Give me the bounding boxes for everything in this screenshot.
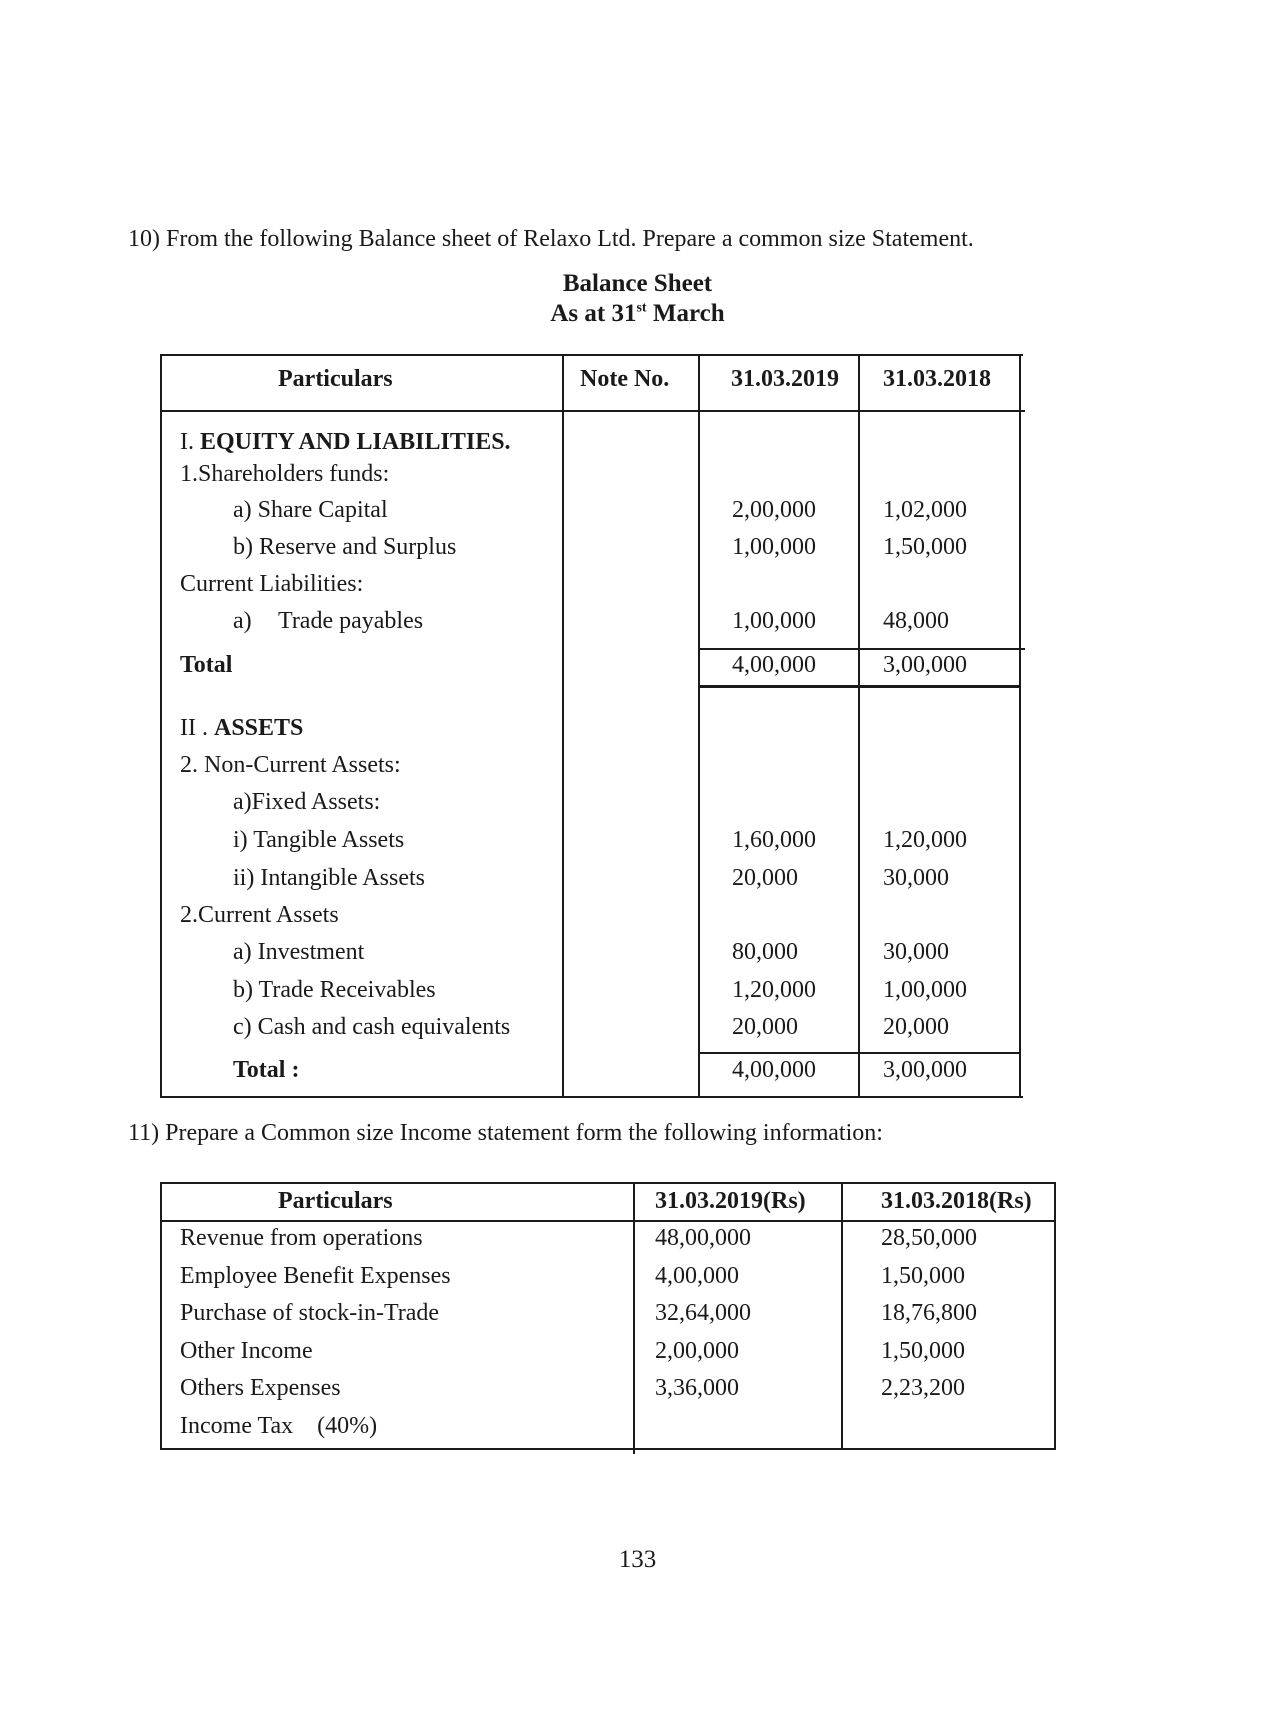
- cash-2019: 20,000: [732, 1014, 798, 1040]
- tangible-2018: 1,20,000: [883, 827, 967, 853]
- equity-heading: I. EQUITY AND LIABILITIES.: [180, 429, 511, 455]
- trade-payables-2018: 48,000: [883, 608, 949, 634]
- share-capital-label: a) Share Capital: [233, 497, 388, 523]
- receivables-2018: 1,00,000: [883, 977, 967, 1003]
- balance-sheet-title: Balance Sheet: [562, 270, 713, 297]
- receivables-label: b) Trade Receivables: [233, 977, 436, 1003]
- question-10: 10) From the following Balance sheet of Relaxo Ltd. Prepare a common size Statement.: [128, 226, 974, 252]
- header-particulars: Particulars: [278, 366, 393, 392]
- assets-total-2019: 4,00,000: [732, 1057, 816, 1083]
- table-row-label: Others Expenses: [180, 1375, 341, 1401]
- intangible-label: ii) Intangible Assets: [233, 865, 425, 891]
- header-note-no: Note No.: [580, 366, 670, 392]
- table-row-label: Employee Benefit Expenses: [180, 1263, 451, 1289]
- table-row-2019: 4,00,000: [655, 1263, 739, 1289]
- investment-2019: 80,000: [732, 939, 798, 965]
- reserve-label: b) Reserve and Surplus: [233, 534, 457, 560]
- table-row-2018: 2,23,200: [881, 1375, 965, 1401]
- header-2019: 31.03.2019: [731, 366, 839, 392]
- fixed-assets: a)Fixed Assets:: [233, 789, 381, 815]
- table-row-2019: 48,00,000: [655, 1225, 751, 1251]
- trade-payables-2019: 1,00,000: [732, 608, 816, 634]
- share-capital-2019: 2,00,000: [732, 497, 816, 523]
- investment-label: a) Investment: [233, 939, 365, 965]
- equity-total-2018: 3,00,000: [883, 652, 967, 678]
- table-row-2019: 3,36,000: [655, 1375, 739, 1401]
- equity-total-2019: 4,00,000: [732, 652, 816, 678]
- header-2018: 31.03.2018: [883, 366, 991, 392]
- income-header-particulars: Particulars: [278, 1188, 393, 1214]
- current-assets: 2.Current Assets: [180, 902, 339, 928]
- table-row-2018: 18,76,800: [881, 1300, 977, 1326]
- current-liabilities: Current Liabilities:: [180, 571, 364, 597]
- table-row-2019: 32,64,000: [655, 1300, 751, 1326]
- receivables-2019: 1,20,000: [732, 977, 816, 1003]
- tangible-2019: 1,60,000: [732, 827, 816, 853]
- page-number: 133: [618, 1546, 657, 1573]
- table-row-2019: 2,00,000: [655, 1338, 739, 1364]
- income-header-2019: 31.03.2019(Rs): [655, 1188, 806, 1214]
- income-header-2018: 31.03.2018(Rs): [881, 1188, 1032, 1214]
- shareholders-funds: 1.Shareholders funds:: [180, 461, 390, 487]
- reserve-2019: 1,00,000: [732, 534, 816, 560]
- cash-2018: 20,000: [883, 1014, 949, 1040]
- investment-2018: 30,000: [883, 939, 949, 965]
- assets-heading: II . ASSETS: [180, 715, 304, 741]
- table-row-label: Other Income: [180, 1338, 313, 1364]
- reserve-2018: 1,50,000: [883, 534, 967, 560]
- assets-total-label: Total :: [233, 1057, 300, 1083]
- table-row-label: Purchase of stock-in-Trade: [180, 1300, 440, 1326]
- table-row-label: Revenue from operations: [180, 1225, 423, 1251]
- table-row-2018: 1,50,000: [881, 1263, 965, 1289]
- tangible-label: i) Tangible Assets: [233, 827, 405, 853]
- trade-payables-label: Trade payables: [278, 608, 424, 634]
- question-11: 11) Prepare a Common size Income statement form the following information:: [128, 1120, 883, 1146]
- equity-total-label: Total: [180, 652, 233, 678]
- table-row-label: Income Tax (40%): [180, 1413, 378, 1439]
- intangible-2019: 20,000: [732, 865, 798, 891]
- intangible-2018: 30,000: [883, 865, 949, 891]
- trade-payables-index: a): [233, 608, 252, 634]
- table-row-2018: 28,50,000: [881, 1225, 977, 1251]
- non-current-assets: 2. Non-Current Assets:: [180, 752, 401, 778]
- balance-sheet-subtitle: As at 31st March: [550, 300, 725, 327]
- table-row-2018: 1,50,000: [881, 1338, 965, 1364]
- cash-label: c) Cash and cash equivalents: [233, 1014, 511, 1040]
- share-capital-2018: 1,02,000: [883, 497, 967, 523]
- assets-total-2018: 3,00,000: [883, 1057, 967, 1083]
